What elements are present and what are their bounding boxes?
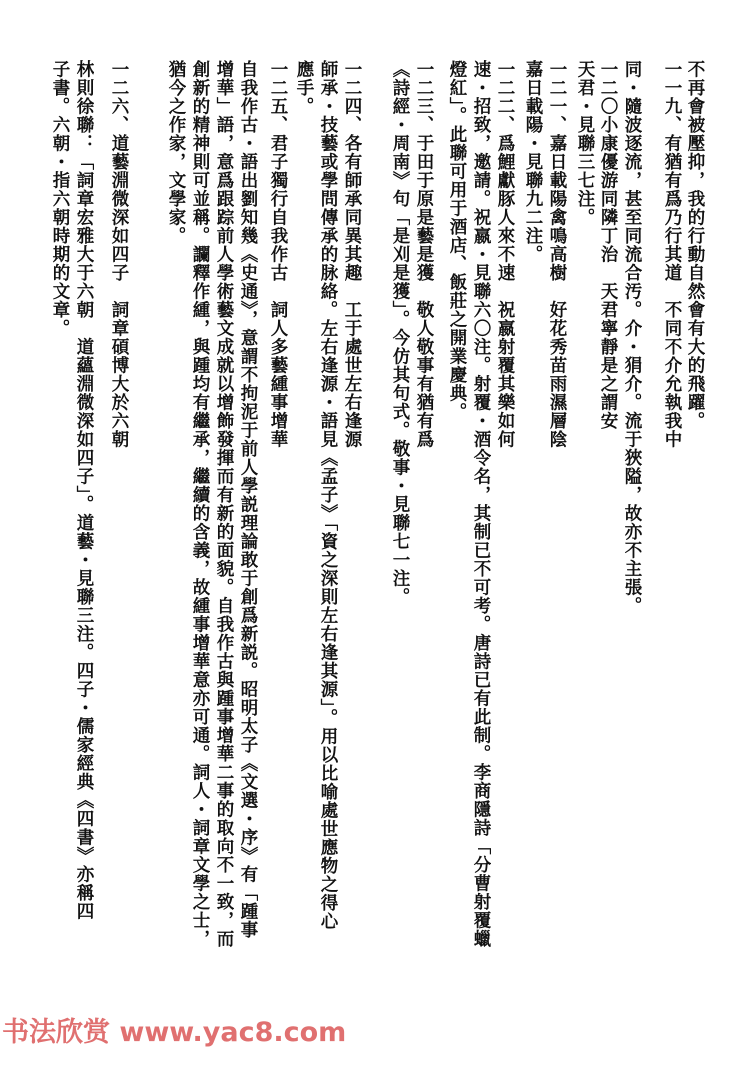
text-column-20: 猶今之作家，文學家。: [166, 60, 186, 245]
text-column-3: 同・隨波逐流，甚至同流合汚。介・狷介。流于狹隘，故亦不主張。: [622, 60, 642, 615]
text-column-11: 一二三、于田于原是藝是獲 敬人敬事有猶有爲: [414, 60, 434, 449]
text-column-23: 子書。六朝・指六朝時期的文章。: [50, 60, 70, 338]
text-column-6: 一二一、嘉日載陽禽鳴高樹 好花秀苗雨濕層陰: [547, 60, 567, 449]
text-column-4: 一二〇小康優游同隣丁治 天君寧靜是之謂安: [598, 60, 618, 430]
site-watermark: 书法欣赏 www.yac8.com: [2, 1017, 347, 1048]
text-column-18: 增華」語，意爲跟踪前人學術藝文成就以增飾發揮而有新的面貌。自我作古與踵事增華二事的取向不一致，而: [214, 60, 234, 948]
text-column-9: 速・招致，邀請。祝嬴・見聯六〇注。射覆・酒令名，其制已不可考。唐詩已有此制。李商隱詩「分曹射覆蠟: [471, 60, 491, 948]
text-column-14: 師承・技藝或學問傳承的脉絡。左右逢源・語見《孟子》「資之深則左右逢其源」。用以比喻處世應物之得心: [318, 60, 338, 931]
text-column-16: 一二五、君子獨行自我作古 詞人多藝緟事增華: [268, 60, 288, 449]
text-column-13: 一二四、各有師承同異其趣 工于處世左右逢源: [342, 60, 362, 449]
text-column-22: 林則徐聯：「詞章宏雅大于六朝 道蘊淵微深如四子」。道藝・見聯三注。四子・儒家經典《四書》亦稱四: [74, 60, 94, 921]
text-column-8: 一二二、爲鯉獻豚人來不速 祝嬴射覆其樂如何: [495, 60, 515, 449]
text-column-1: 不再會被壓抑，我的行動自然會有大的飛躍。: [685, 60, 705, 430]
text-column-17: 自我作古・語出劉知幾《史通》，意謂不拘泥于前人學説理論敢于創爲新説。昭明太子《文選・序》有「踵事: [238, 60, 258, 940]
text-column-19: 創新的精神則可並稱。讕釋作緟，與踵均有繼承，繼續的含義，故緟事增華意亦可通。詞人・詞章文學之士，: [190, 60, 210, 948]
text-column-12: 《詩經・周南》句「是刈是獲」。今仿其句式。敬事・見聯七一注。: [390, 60, 410, 607]
text-column-2: 一一九、有猶有爲乃行其道 不同不介允執我中: [662, 60, 682, 449]
text-column-10: 燈紅」。此聯可用于酒店、飯莊之開業慶典。: [447, 60, 467, 422]
text-column-7: 嘉日載陽・見聯九二注。: [523, 60, 543, 264]
text-column-15: 應手。: [294, 60, 314, 116]
text-column-21: 一二六、道藝淵微深如四子 詞章碩博大於六朝: [109, 60, 129, 449]
text-column-5: 天君・見聯三七注。: [575, 60, 595, 227]
